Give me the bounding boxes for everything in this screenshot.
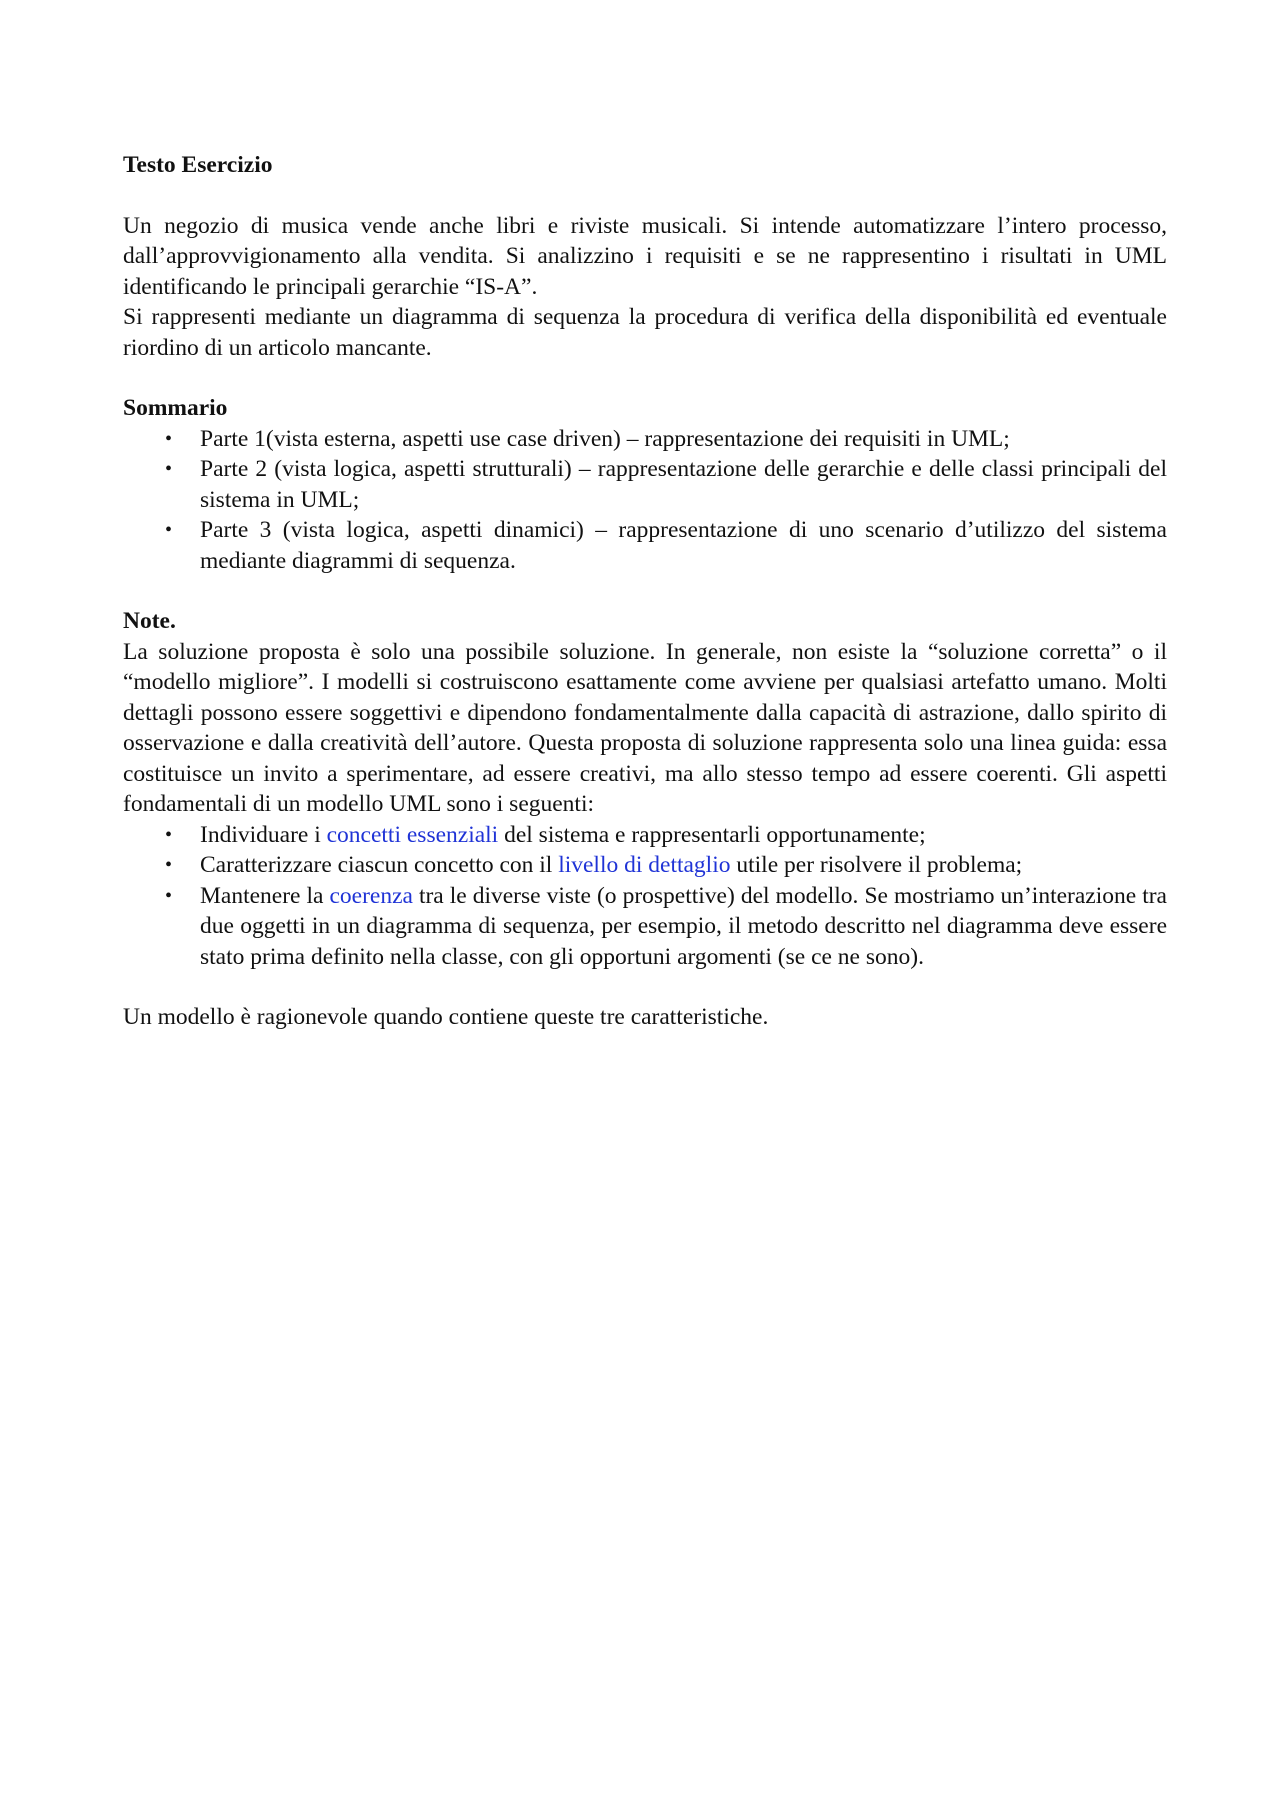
- concetti-essenziali-link[interactable]: concetti essenziali: [326, 821, 499, 848]
- closing-sentence: Un modello è ragionevole quando contiene queste tre caratteristiche.: [123, 1004, 769, 1030]
- coerenza-link[interactable]: coerenza: [329, 882, 413, 909]
- note-paragraph: La soluzione proposta è solo una possibile soluzione. In generale, non esiste la “soluzione corretta” o il “modello migliore”. I modelli si costruiscono esattamente come avviene per qualsiasi artefatto umano. Molti dettagli possono essere soggettivi e dipendono fondamentalmente dalla capacità di astrazione, dallo spirito di osservazione e dalla creatività dell’autore. Questa proposta di soluzione rappresenta solo una linea guida: essa costituisce un invito a sperimentare, ad essere creativi, ma allo stesso tempo ad essere coerenti. Gli aspetti fondamentali di un modello UML sono i seguenti:: [123, 638, 1167, 817]
- summary-item: [123, 515, 1167, 576]
- document-page: [123, 150, 1167, 1033]
- intro-paragraph-2: Si rappresenti mediante un diagramma di sequenza la procedura di verifica della disponibilità ed eventuale riordino di un articolo mancante.: [123, 304, 1167, 361]
- summary-item-text: Parte 3 (vista logica, aspetti dinamici) – rappresentazione di uno scenario d’utilizzo del sistema mediante diagrammi di sequenza.: [200, 517, 1167, 574]
- note-item-text-before: Caratterizzare ciascun concetto con il: [200, 852, 559, 878]
- exercise-title: Testo Esercizio: [123, 152, 273, 178]
- bullet-icon: •: [165, 884, 173, 907]
- note-item-text-before: Individuare i: [200, 821, 327, 848]
- livello-di-dettaglio-link[interactable]: livello di dettaglio: [558, 852, 731, 878]
- note-item: [123, 850, 1167, 881]
- note-item-text-before: Mantenere la: [200, 882, 330, 909]
- summary-item-text: Parte 2 (vista logica, aspetti strutturali) – rappresentazione delle gerarchie e delle classi principali del sistema in UML;: [200, 456, 1167, 513]
- note-item: [123, 820, 1167, 851]
- bullet-icon: •: [165, 519, 173, 541]
- summary-item-text: Parte 1(vista esterna, aspetti use case driven) – rappresentazione dei requisiti in UML;: [200, 425, 1010, 452]
- note-list: [123, 820, 1167, 973]
- bullet-icon: •: [165, 458, 173, 480]
- note-item-text-after: utile per risolvere il problema;: [730, 852, 1023, 878]
- bullet-icon: •: [165, 823, 173, 846]
- bullet-icon: •: [165, 854, 173, 876]
- intro-paragraph-1: Un negozio di musica vende anche libri e riviste musicali. Si intende automatizzare l’intero processo, dall’approvvigionamento alla vendita. Si analizzino i requisiti e se ne rappresentino i risultati in UML identificando le principali gerarchie “IS-A”.: [123, 212, 1167, 300]
- summary-list: [123, 424, 1167, 577]
- bullet-icon: •: [165, 427, 173, 450]
- note-item-text-after: del sistema e rappresentarli opportunamente;: [498, 821, 926, 848]
- summary-item: [123, 424, 1167, 455]
- summary-item: [123, 454, 1167, 515]
- note-item-text-after: tra le diverse viste (o prospettive) del modello. Se mostriamo un’interazione tra due oggetti in un diagramma di sequenza, per esempio, il metodo descritto nel diagramma deve essere stato prima definito nella classe, con gli opportuni argomenti (se ce ne sono).: [200, 882, 1167, 970]
- note-heading: Note.: [123, 608, 176, 634]
- summary-heading: Sommario: [123, 395, 228, 421]
- note-item: [123, 881, 1167, 973]
